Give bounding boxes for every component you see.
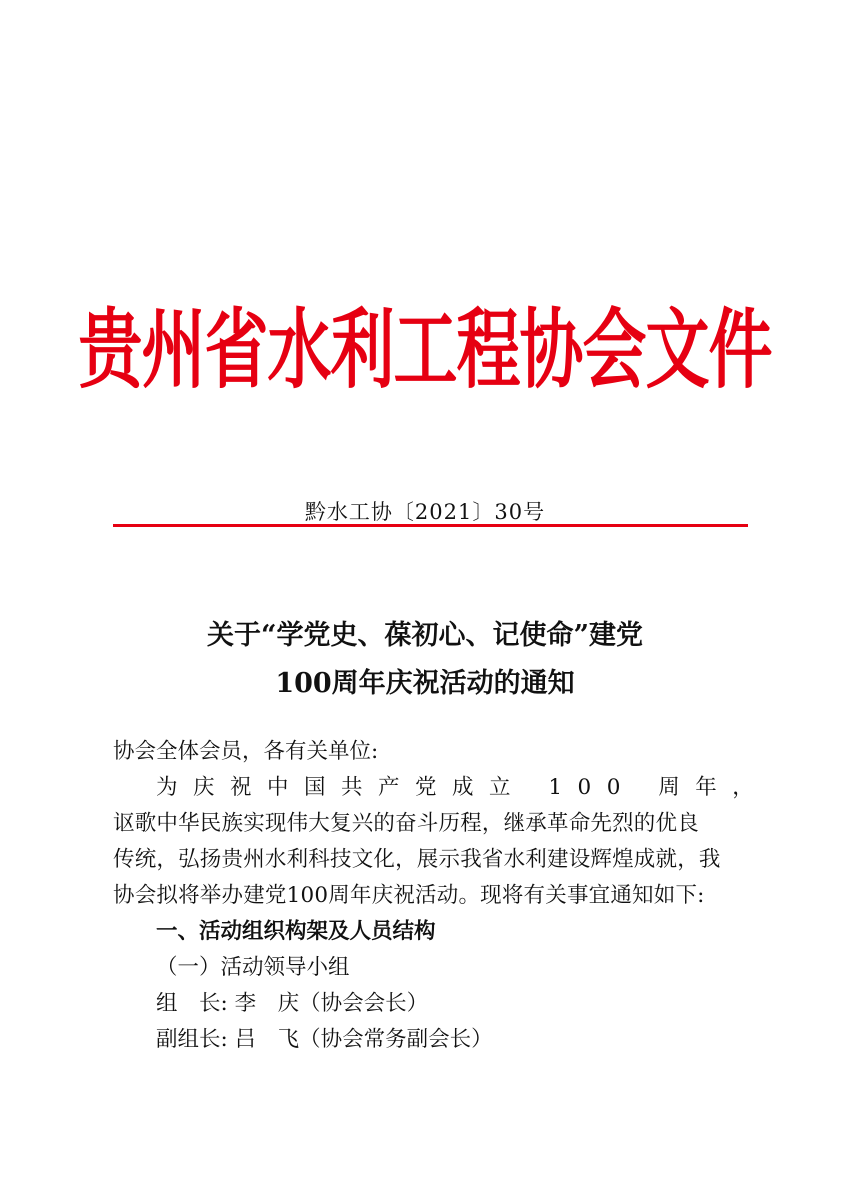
member-line <box>113 986 743 1022</box>
member-name: 李 庆（协会会长） <box>234 991 429 1016</box>
member-role: 副组长: <box>156 1027 228 1052</box>
document-header-title: 贵州省水利工程协会文件 <box>78 300 772 402</box>
member-role: 组 长: <box>156 991 228 1016</box>
notice-body <box>113 734 770 1058</box>
header-divider <box>113 524 748 527</box>
paragraph-line: 讴歌中华民族实现伟大复兴的奋斗历程，继承革命先烈的优良 <box>113 811 699 836</box>
salutation: 协会全体会员，各有关单位: <box>113 739 379 764</box>
member-name: 吕 飞（协会常务副会长） <box>234 1027 493 1052</box>
paragraph-line: 传统，弘扬贵州水利科技文化，展示我省水利建设辉煌成就，我 <box>113 847 721 872</box>
paragraph-line: 协会拟将举办建党100周年庆祝活动。现将有关事宜通知如下: <box>113 883 705 908</box>
subsection-heading: （一）活动领导小组 <box>156 955 350 980</box>
document-number: 黔水工协〔2021〕30号 <box>304 500 546 524</box>
paragraph-line: 为庆祝中国共产党成立 100 周年， <box>156 775 770 800</box>
notice-title <box>0 612 850 708</box>
member-line <box>113 1022 743 1058</box>
notice-title-line-2: 100周年庆祝活动的通知 <box>275 668 575 699</box>
section-heading: 一、活动组织构架及人员结构 <box>156 919 436 944</box>
notice-title-line-1: 关于“学党史、葆初心、记使命”建党 <box>206 620 644 651</box>
